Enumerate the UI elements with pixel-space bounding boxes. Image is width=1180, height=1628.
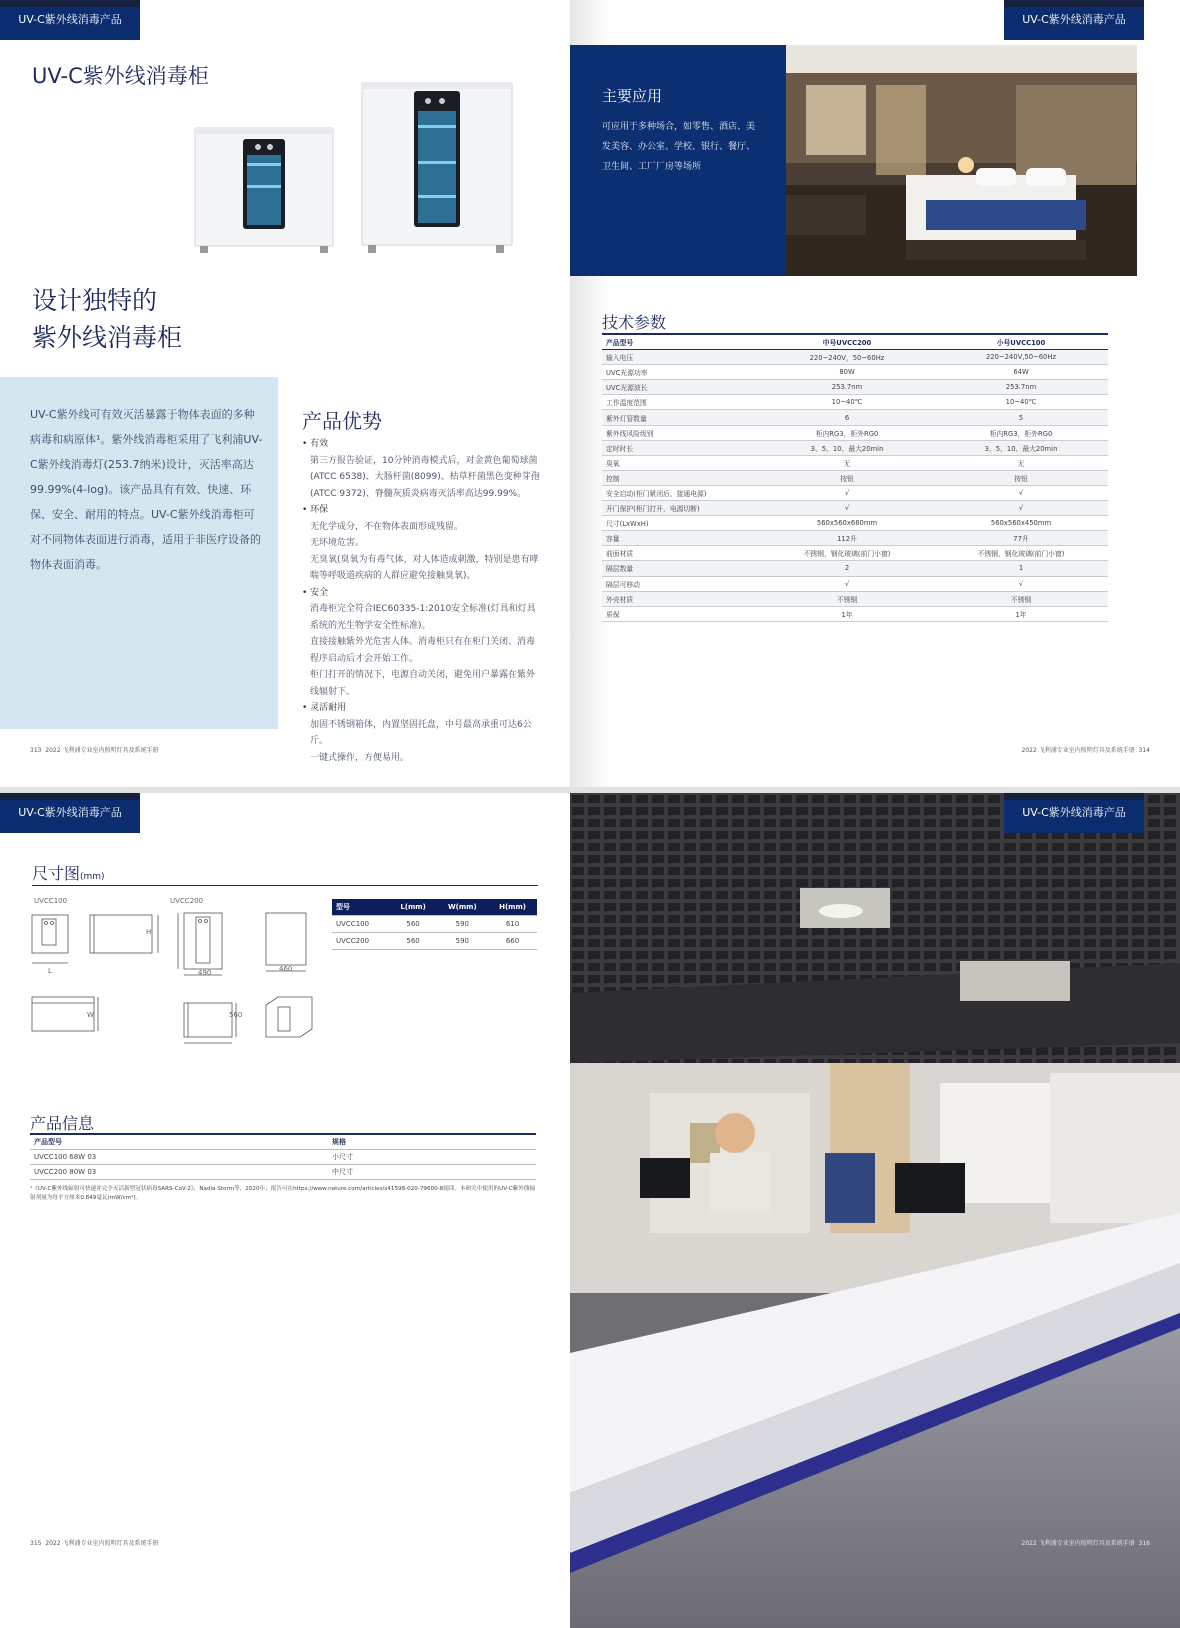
page-314 <box>570 0 1180 787</box>
spec-cell: 工作温度范围 <box>602 395 760 410</box>
dimension-header-cell: 型号 <box>332 899 390 916</box>
spec-cell: 253.7nm <box>760 380 934 395</box>
spec-cell: 外壳材质 <box>602 591 760 606</box>
section-tag: UV-C紫外线消毒产品 <box>0 793 140 833</box>
spec-row <box>602 546 1108 561</box>
spec-cell: √ <box>934 501 1108 516</box>
adv-detail: 消毒柜完全符合IEC60335-1:2010安全标准(灯具和灯具系统的光生物学安全性标准)。 <box>310 604 536 631</box>
dimension-cell: UVCC100 <box>332 916 390 933</box>
spec-cell: 253.7nm <box>934 380 1108 395</box>
dimension-unit: (mm) <box>80 872 105 882</box>
headline <box>32 282 182 356</box>
dimension-cell: 590 <box>437 916 489 933</box>
info-cell: 小尺寸 <box>328 1150 536 1165</box>
spec-row <box>602 440 1108 455</box>
dim-label-l: L <box>48 967 52 975</box>
pharmacy-photo <box>570 793 1180 1628</box>
spec-row <box>602 425 1108 440</box>
dim-label-h: H <box>146 928 152 936</box>
spec-cell: 柜内RG3，柜外RG0 <box>934 425 1108 440</box>
adv-detail: 无环境危害。 <box>310 538 365 548</box>
drawing-label-small: UVCC100 <box>34 897 68 905</box>
headline-line-2: 紫外线消毒柜 <box>32 323 183 352</box>
spec-cell: 隔层可移动 <box>602 576 760 591</box>
page-footer <box>30 745 158 754</box>
section-tag: UV-C紫外线消毒产品 <box>1004 793 1144 833</box>
spec-cell: 77升 <box>934 531 1108 546</box>
spec-cell: √ <box>760 501 934 516</box>
dimension-title-text: 尺寸图 <box>32 864 81 883</box>
dimension-header-row <box>332 899 537 916</box>
page-313 <box>0 0 570 787</box>
advantages-title: 产品优势 <box>302 409 382 433</box>
spec-cell: 不锈钢 <box>934 591 1108 606</box>
spec-cell: 1 <box>934 561 1108 576</box>
spec-cell: 1年 <box>760 606 934 621</box>
spec-table <box>602 333 1108 622</box>
spec-cell: 1年 <box>934 606 1108 621</box>
spec-cell: 容量 <box>602 531 760 546</box>
spec-cell: 按钮 <box>760 470 934 485</box>
adv-bullet-durable: • 灵活耐用 <box>302 703 347 713</box>
info-row <box>30 1165 536 1180</box>
spec-row <box>602 395 1108 410</box>
spec-cell: 柜内RG3，柜外RG0 <box>760 425 934 440</box>
adv-bullet-eco: • 环保 <box>302 505 329 515</box>
dim-label-490: 490 <box>198 969 212 977</box>
info-header-cell: 产品型号 <box>30 1134 328 1150</box>
spec-cell: 10~40℃ <box>760 395 934 410</box>
footer-text: 2022 飞利浦专业室内照明灯具及系统手册 <box>45 747 159 754</box>
spec-cell: 无 <box>760 455 934 470</box>
spec-header-cell: 中号UVCC200 <box>760 334 934 350</box>
spec-row <box>602 410 1108 425</box>
spec-cell: 按钮 <box>934 470 1108 485</box>
dimension-cell: 610 <box>488 916 537 933</box>
info-cell: UVCC100 68W 03 <box>30 1150 328 1165</box>
spec-row <box>602 501 1108 516</box>
spec-row <box>602 531 1108 546</box>
adv-bullet-safe: • 安全 <box>302 587 329 598</box>
spec-cell: √ <box>760 485 934 500</box>
spec-row <box>602 576 1108 591</box>
spec-cell: 前面材质 <box>602 546 760 561</box>
info-table <box>30 1133 536 1180</box>
footer-text: 2022 飞利浦专业室内照明灯具及系统手册 <box>45 1540 159 1547</box>
spec-cell: 不锈钢 <box>760 591 934 606</box>
spec-header-cell: 产品型号 <box>602 334 760 350</box>
section-tag: UV-C紫外线消毒产品 <box>0 0 140 40</box>
spec-cell: 隔层数量 <box>602 561 760 576</box>
page-number: 315 <box>30 1540 42 1547</box>
spec-cell: 3、5、10、最大20min <box>760 440 934 455</box>
dimension-table <box>332 899 537 950</box>
spec-cell: 10~40℃ <box>934 395 1108 410</box>
spec-cell: 紫外灯管数量 <box>602 410 760 425</box>
dimension-rule <box>32 885 538 886</box>
adv-detail: 无化学成分，不在物体表面形成残留。 <box>310 521 464 532</box>
spec-row <box>602 365 1108 380</box>
page-footer <box>1022 1538 1150 1547</box>
spec-cell: 6 <box>760 410 934 425</box>
info-cell: UVCC200 80W 03 <box>30 1165 328 1180</box>
dim-label-w: W <box>87 1011 94 1019</box>
intro-text: UV-C紫外线可有效灭活暴露于物体表面的多种病毒和病原体¹。紫外线消毒柜采用了飞利浦UV-C紫外线消毒灯(253.7纳米)设计，灭活率高达99.99%(4-log)。该产品具有有效、快速、环保、安全、耐用的特点。UV-C紫外线消毒柜可对不同物体表面进行消毒，适用于非医疗设备的物体表面消毒。 <box>30 408 263 571</box>
page-number: 314 <box>1138 747 1150 754</box>
dimension-header-cell: L(mm) <box>390 899 437 916</box>
spec-row <box>602 350 1108 365</box>
spec-cell: UVC光源功率 <box>602 365 760 380</box>
page-number: 316 <box>1138 1540 1150 1547</box>
dimension-title <box>32 861 105 884</box>
application-text: 可应用于多种场合，如零售、酒店、美发美容、办公室、学校、银行、餐厅、卫生间、工厂厂房等场所 <box>602 122 756 172</box>
dimension-table-body <box>332 899 537 950</box>
dimension-row <box>332 916 537 933</box>
dimension-cell: 560 <box>390 916 437 933</box>
spec-cell: 紫外线风险级别 <box>602 425 760 440</box>
spec-cell: 5 <box>934 410 1108 425</box>
page-footer <box>1022 745 1150 754</box>
dim-label-560: 560 <box>229 1011 243 1019</box>
hotel-room-photo <box>786 45 1137 276</box>
dimension-cell: 590 <box>437 933 489 950</box>
spec-cell: 尺寸(LxWxH) <box>602 516 760 531</box>
spec-row <box>602 485 1108 500</box>
page-316 <box>570 793 1180 1628</box>
advantages-list <box>302 436 542 766</box>
spec-cell: 220~240V，50~60Hz <box>760 350 934 365</box>
spec-cell: 质保 <box>602 606 760 621</box>
spec-cell: 无 <box>934 455 1108 470</box>
spec-row <box>602 591 1108 606</box>
info-table-body <box>30 1134 536 1180</box>
dim-label-460: 460 <box>279 965 293 973</box>
spec-cell: 220~240V,50~60Hz <box>934 350 1108 365</box>
spec-table-body <box>602 334 1108 621</box>
spec-cell: 80W <box>760 365 934 380</box>
spec-cell: 臭氧 <box>602 455 760 470</box>
dimension-cell: 660 <box>488 933 537 950</box>
spec-cell: UVC光源波长 <box>602 380 760 395</box>
small-cabinet <box>195 128 333 253</box>
section-tag: UV-C紫外线消毒产品 <box>1004 0 1144 40</box>
adv-detail: 第三方报告验证，10分钟消毒模式后，对金黄色葡萄球菌(ATCC 6538)、大肠杆菌(8099)、枯草杆菌黑色变种芽孢(ATCC 9372)、脊髓灰质炎病毒灭活率高达99.99%。 <box>310 455 540 499</box>
dimension-header-cell: H(mm) <box>488 899 537 916</box>
spec-row <box>602 455 1108 470</box>
spec-cell: 112升 <box>760 531 934 546</box>
spec-row <box>602 470 1108 485</box>
adv-detail: 加固不锈钢箱体，内置坚固托盘，中号最高承重可达6公斤。 <box>310 719 532 746</box>
dimension-cell: UVCC200 <box>332 933 390 950</box>
adv-detail: 直接接触紫外光危害人体。消毒柜只有在柜门关闭、消毒程序启动后才会开始工作。 <box>310 637 536 664</box>
dimension-drawings <box>28 905 318 1075</box>
page-315 <box>0 793 570 1628</box>
info-row <box>30 1150 536 1165</box>
spec-cell: 3、5、10、最大20min <box>934 440 1108 455</box>
spec-cell: 2 <box>760 561 934 576</box>
info-title: 产品信息 <box>30 1114 95 1133</box>
spec-cell: 不锈钢，钢化玻璃(前门小窗) <box>760 546 934 561</box>
adv-bullet-effective: • 有效 <box>302 439 329 449</box>
spec-cell: 定时时长 <box>602 440 760 455</box>
spec-row <box>602 516 1108 531</box>
spec-cell: 560x560x660mm <box>760 516 934 531</box>
spec-cell: 不锈钢，钢化玻璃(前门小窗) <box>934 546 1108 561</box>
advantages <box>302 405 542 766</box>
spec-cell: 输入电压 <box>602 350 760 365</box>
spec-title: 技术参数 <box>602 313 667 332</box>
info-header-row <box>30 1134 536 1150</box>
headline-line-1: 设计独特的 <box>32 286 158 315</box>
spec-header-row <box>602 334 1108 350</box>
application-box <box>570 45 786 276</box>
page-footer <box>30 1538 158 1547</box>
dimension-header-cell: W(mm) <box>437 899 489 916</box>
spec-row <box>602 561 1108 576</box>
info-cell: 中尺寸 <box>328 1165 536 1180</box>
drawing-label-medium: UVCC200 <box>170 897 204 905</box>
intro-box <box>0 377 278 729</box>
adv-detail: 无臭氧(臭氧为有毒气体，对人体造成刺激，特别是患有哮喘等呼吸道疾病的人群应避免接触臭氧)。 <box>310 554 539 581</box>
dimension-row <box>332 933 537 950</box>
info-header-cell: 规格 <box>328 1134 536 1150</box>
spec-header-cell: 小号UVCC100 <box>934 334 1108 350</box>
spec-cell: √ <box>934 576 1108 591</box>
page-number: 313 <box>30 747 42 754</box>
spec-row <box>602 380 1108 395</box>
product-title: UV-C紫外线消毒柜 <box>32 64 209 88</box>
footer-text: 2022 飞利浦专业室内照明灯具及系统手册 <box>1021 1540 1135 1547</box>
spec-cell: √ <box>760 576 934 591</box>
spec-cell: √ <box>934 485 1108 500</box>
spec-row <box>602 606 1108 621</box>
adv-detail: 柜门打开的情况下，电源自动关闭，避免用户暴露在紫外线辐射下。 <box>310 670 536 697</box>
footer-text: 2022 飞利浦专业室内照明灯具及系统手册 <box>1021 747 1135 754</box>
adv-detail: 一键式操作，方便易用。 <box>310 752 410 763</box>
application-title: 主要应用 <box>602 87 663 105</box>
medium-cabinet <box>362 83 512 253</box>
dimension-cell: 560 <box>390 933 437 950</box>
product-photo <box>190 75 530 275</box>
spec-cell: 64W <box>934 365 1108 380</box>
spec-cell: 开门保护(柜门打开，电源切断) <box>602 501 760 516</box>
footnote: ¹《UV-C紫外线辐射可快速并完全灭活新型冠状病毒SARS-CoV-2》，Nadia Storm等，2020年；报告可在https://www.nature.com/articles/s41598-020-79600-8阅读。本研究中使用的UV-C紫外线辐射剂量为每平方厘米0.849毫瓦(mW/cm²)。 <box>30 1186 536 1201</box>
spec-cell: 560x560x450mm <box>934 516 1108 531</box>
spec-cell: 安全启动(柜门紧闭后，接通电源) <box>602 485 760 500</box>
spec-cell: 控制 <box>602 470 760 485</box>
